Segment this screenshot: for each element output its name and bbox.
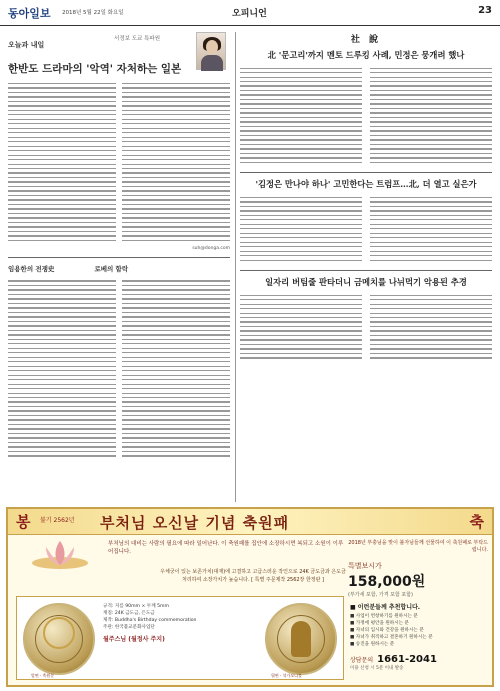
lotus-icon bbox=[28, 537, 92, 571]
ad-info-item: ■ 자녀의 입시와 건강을 원하시는 분 bbox=[350, 627, 424, 633]
product-spec bbox=[103, 603, 259, 645]
ad-info-item: ■ 가정에 평안을 원하시는 분 bbox=[350, 620, 409, 626]
medal-back-caption: 뒷면 · 석가모니불 bbox=[271, 673, 302, 678]
medal-front-caption: 앞면 · 축원문 bbox=[31, 673, 55, 678]
column-body bbox=[8, 80, 230, 252]
editorial-body-1 bbox=[240, 64, 492, 166]
section-divider bbox=[8, 257, 230, 258]
ad-contact-number: 1661-2041 bbox=[377, 654, 437, 666]
ad-info-title: ■ 이런분들께 추천합니다. bbox=[350, 604, 421, 611]
ad-price-label: 특별보시가 bbox=[348, 562, 382, 570]
ad-bong: 봉 bbox=[16, 513, 31, 531]
editorial-headline-3: 일자리 버팀줄 판타더니 금메치를 나뉘먹기 악용된 추경 bbox=[265, 277, 467, 288]
medal-back-image bbox=[265, 603, 337, 675]
medal-front-image bbox=[23, 603, 95, 675]
column-article bbox=[8, 32, 230, 460]
ad-contact-note: 이용 신청 시 5분 이내 발송 bbox=[350, 666, 404, 672]
editorial-tag: 社 說 bbox=[350, 35, 382, 45]
editorial-headline-2: '김정은 만나야 하나' 고민한다는 트럼프…北, 더 열고 실은가 bbox=[255, 179, 477, 190]
ad-contact-label: 상담문의 bbox=[350, 657, 374, 665]
publication-date: 2018년 5월 22일 화요일 bbox=[62, 10, 124, 16]
page-number: 23 bbox=[478, 5, 492, 16]
column-kicker: 오늘과 내일 bbox=[8, 41, 45, 49]
editorial-divider-2 bbox=[240, 270, 492, 271]
advertisement bbox=[6, 507, 494, 687]
editorial-headline-1: 北 '문고리'까지 멘토 드루킹 사례, 민정은 뭉개려 했나 bbox=[267, 50, 465, 60]
ad-year: 불기 2562년 bbox=[40, 517, 75, 524]
column2-subtitle: 로베의 함락 bbox=[94, 265, 129, 274]
ad-banner bbox=[8, 509, 492, 535]
masthead: 동아일보 bbox=[8, 7, 51, 20]
ad-product bbox=[348, 539, 488, 598]
ad-product-panel bbox=[16, 596, 344, 680]
author-photo bbox=[196, 32, 226, 70]
ad-contact bbox=[350, 654, 490, 665]
column-divider bbox=[235, 32, 236, 502]
editorial-body-2 bbox=[240, 194, 492, 264]
column-byline: 서정보 도쿄 특파원 bbox=[114, 36, 161, 42]
editorial-divider-1 bbox=[240, 172, 492, 173]
ad-info-item: ■ 자녀가 취직하고 결혼하기 원하시는 분 bbox=[350, 634, 433, 640]
ad-note: 우체궁이 있는 보존가치(대재)에 고결하고 고급스러운 작인으로 24K 금도금과 은도금 처리하여 소장가치가 높습니다. [ 특별 주문제작 2562장 한정판 ] bbox=[160, 569, 346, 583]
ad-intro: 부처님의 대비는 사람의 필요에 따라 일어난다. 이 축원패를 집안에 소장하시면 복되고 소원이 이루어집니다. bbox=[108, 541, 344, 556]
product-spec-text: 규격: 지름 90mm × 두께 5mm 재질: 24K 금도금, 은도금 제작: Buddha's Birthday commemoration 주관: 한국불교문화사업단 bbox=[103, 604, 197, 631]
column-headline: 한반도 드라마의 '악역' 자처하는 일본 bbox=[8, 63, 182, 75]
ad-info bbox=[350, 602, 490, 671]
ad-product-sub: 2018년 부충님을 맞이 불자님들께 선물하여 이 축원패로 부탁드립니다. bbox=[348, 540, 488, 553]
ad-price-note: (부가세 포함, 가격 포함 포함) bbox=[348, 592, 413, 598]
ad-chuk: 축 bbox=[469, 513, 484, 531]
column2-title bbox=[8, 264, 230, 273]
ad-info-item: ■ 사업이 번창하기를 원하시는 분 bbox=[350, 614, 418, 619]
ad-price: 158,000원 bbox=[348, 574, 426, 590]
editorial-column bbox=[240, 32, 492, 362]
column2-body bbox=[8, 277, 230, 460]
column2-kicker: 임용한의 전쟁史 bbox=[8, 265, 55, 274]
page-header bbox=[0, 0, 500, 26]
ad-info-item: ■ 승진을 원하시는 분 bbox=[350, 641, 395, 647]
ad-title: 부처님 오신날 기념 축원패 bbox=[100, 514, 290, 532]
section-title: 오피니언 bbox=[232, 9, 267, 19]
product-signature: 월주스님 (월정사 주지) bbox=[103, 636, 165, 644]
editorial-body-3 bbox=[240, 291, 492, 361]
author-email: suh@donga.com bbox=[192, 246, 230, 252]
